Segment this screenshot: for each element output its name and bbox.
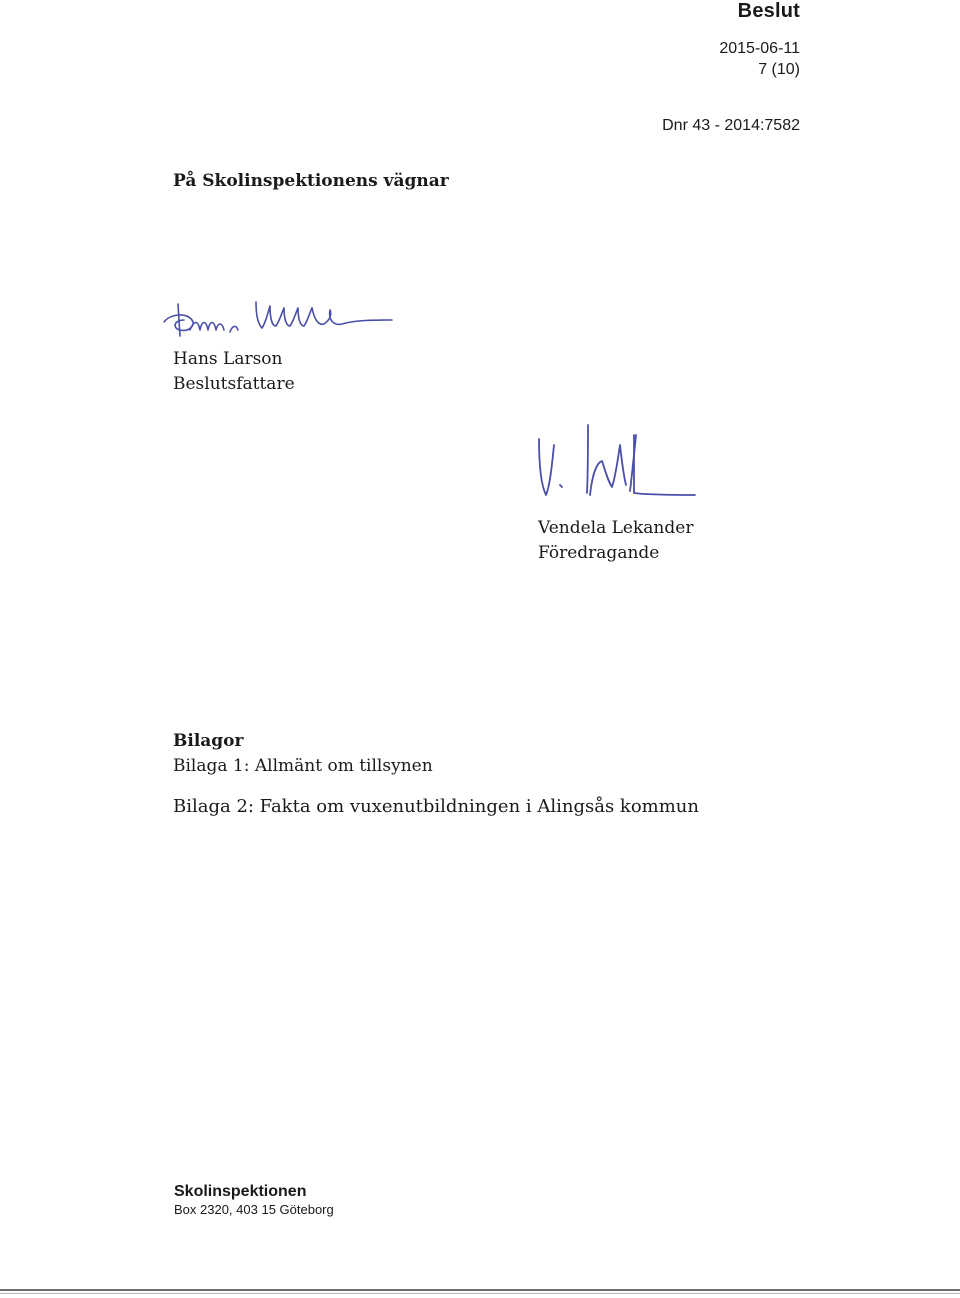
footer-address: Box 2320, 403 15 Göteborg: [174, 1202, 334, 1217]
registration-number: Dnr 43 - 2014:7582: [662, 117, 800, 134]
document-title: Beslut: [737, 0, 800, 22]
attachments-heading: Bilagor: [173, 731, 244, 751]
attachment-item: Bilaga 1: Allmänt om tillsynen: [173, 756, 433, 776]
signatory-name: Hans Larson: [173, 349, 283, 369]
attachment-item: Bilaga 2: Fakta om vuxenutbildningen i Alingsås kommun: [173, 796, 699, 817]
document-date: 2015-06-11: [719, 40, 800, 57]
signatory-name: Vendela Lekander: [538, 518, 694, 538]
footer-organization: Skolinspektionen: [174, 1183, 307, 1200]
page-number: 7 (10): [758, 61, 800, 78]
signatory-role: Föredragande: [538, 543, 660, 563]
signature-vendela-lekander: [530, 415, 700, 505]
on-behalf-line: På Skolinspektionens vägnar: [173, 171, 449, 191]
bottom-divider: [0, 1289, 960, 1291]
signatory-role: Beslutsfattare: [173, 374, 295, 394]
bottom-divider-shadow: [0, 1293, 960, 1294]
signature-hans-larson: [160, 290, 400, 350]
